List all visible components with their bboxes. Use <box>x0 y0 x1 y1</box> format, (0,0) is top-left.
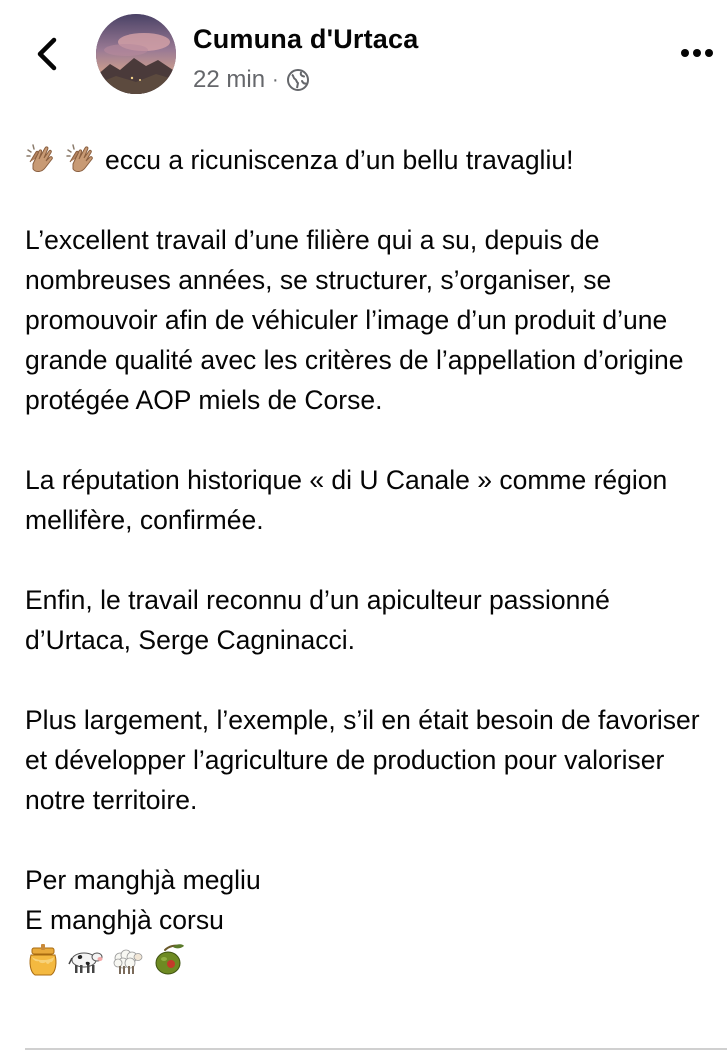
globe-icon[interactable] <box>286 68 310 92</box>
closing-line-2: E manghjà corsu <box>25 905 224 935</box>
post-paragraph: La réputation historique « di U Canale » comme région mellifère, confirmée. <box>25 465 668 535</box>
post-time[interactable]: 22 min <box>193 66 266 93</box>
clapping-hands-icon <box>25 142 61 178</box>
post-line-1-text: eccu a ricuniscenza d’un bellu travagliu! <box>105 145 574 175</box>
meta-separator: · <box>272 68 279 91</box>
post-paragraph: Enfin, le travail reconnu d’un apiculteur passionné d’Urtaca, Serge Cagninacci. <box>25 585 610 655</box>
post-paragraph: L’excellent travail d’une filière qui a su, depuis de nombreuses années, se structurer, s’organiser, se promouvoir afin de véhiculer l’image d’un produit d’une grande qualité avec les critères de l’appellation d’origine protégée AOP miels de Corse. <box>25 225 684 415</box>
post-line-1 <box>25 140 715 180</box>
chevron-left-icon[interactable] <box>26 30 70 78</box>
closing-line-1: Per manghjà megliu <box>25 865 261 895</box>
cow-icon <box>67 942 103 978</box>
post-divider <box>25 1048 727 1050</box>
olive-icon <box>151 942 187 978</box>
post-header <box>0 0 727 110</box>
avatar[interactable] <box>96 14 176 94</box>
post-meta <box>193 66 310 94</box>
post-body <box>25 140 715 980</box>
page-name[interactable]: Cumuna d'Urtaca <box>193 24 419 54</box>
closing-emojis <box>25 940 715 980</box>
honey-pot-icon <box>25 942 61 978</box>
sheep-icon <box>109 942 145 978</box>
more-horizontal-icon[interactable] <box>677 40 717 66</box>
post-paragraph: Plus largement, l’exemple, s’il en était besoin de favoriser et développer l’agriculture de production pour valoriser notre territoire. <box>25 705 700 815</box>
clapping-hands-icon <box>65 142 101 178</box>
